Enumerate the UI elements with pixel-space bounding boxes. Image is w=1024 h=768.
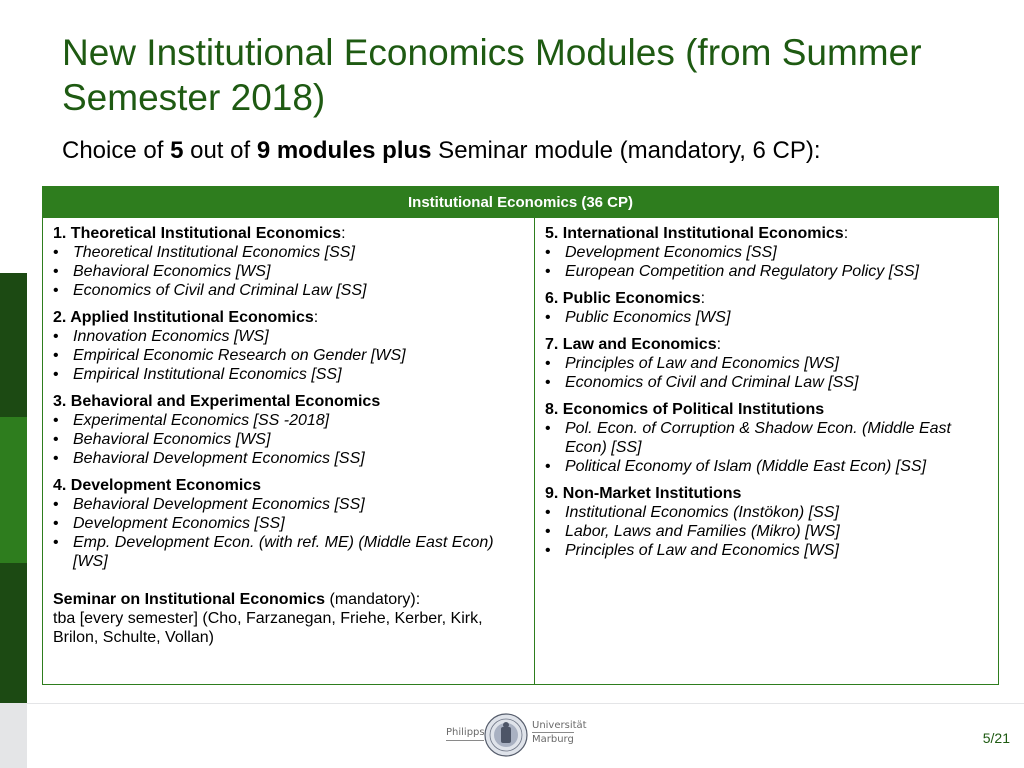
course-item: • Empirical Institutional Economics [SS] xyxy=(53,365,524,384)
module-block xyxy=(53,476,524,571)
module-title-suffix: : xyxy=(313,309,319,326)
subtitle-text: out of xyxy=(183,137,257,164)
side-bar-segment-2 xyxy=(0,417,27,563)
course-list xyxy=(545,419,988,476)
right-column xyxy=(535,218,998,684)
module-title-text: 6. Public Economics xyxy=(545,290,701,307)
module-title-suffix: : xyxy=(716,336,722,353)
module-block xyxy=(53,308,524,384)
course-item: • Theoretical Institutional Economics [SS] xyxy=(53,243,524,262)
slide-subtitle xyxy=(62,136,821,166)
module-title xyxy=(545,400,988,419)
left-column xyxy=(43,218,535,684)
course-item: • Pol. Econ. of Corruption & Shadow Econ. (Middle East Econ) [SS] xyxy=(545,419,988,457)
course-item: • Emp. Development Econ. (with ref. ME) (Middle East Econ) [WS] xyxy=(53,533,524,571)
course-list xyxy=(53,243,524,300)
course-list xyxy=(545,503,988,560)
course-item: • Economics of Civil and Criminal Law [SS] xyxy=(545,373,988,392)
side-bar-segment-1 xyxy=(0,273,27,417)
course-list xyxy=(545,354,988,392)
module-block xyxy=(545,289,988,327)
module-title xyxy=(545,335,988,354)
module-title xyxy=(545,289,988,308)
module-title xyxy=(53,308,524,327)
course-item: • Economics of Civil and Criminal Law [SS] xyxy=(53,281,524,300)
course-item: • Behavioral Economics [WS] xyxy=(53,430,524,449)
course-item: • Behavioral Economics [WS] xyxy=(53,262,524,281)
module-block xyxy=(545,400,988,476)
module-title-text: 9. Non-Market Institutions xyxy=(545,485,742,502)
course-item: • Behavioral Development Economics [SS] xyxy=(53,449,524,468)
course-item: • Empirical Economic Research on Gender [WS] xyxy=(53,346,524,365)
seminar-block xyxy=(53,590,524,647)
course-list xyxy=(545,308,988,327)
module-title-text: 8. Economics of Political Institutions xyxy=(545,401,825,418)
course-item: • European Competition and Regulatory Policy [SS] xyxy=(545,262,988,281)
module-title-text: 3. Behavioral and Experimental Economics xyxy=(53,393,381,410)
course-item: • Innovation Economics [WS] xyxy=(53,327,524,346)
course-item: • Public Economics [WS] xyxy=(545,308,988,327)
module-title xyxy=(545,224,988,243)
course-item: • Development Economics [SS] xyxy=(53,514,524,533)
course-item: • Development Economics [SS] xyxy=(545,243,988,262)
module-title-text: 5. International Institutional Economics xyxy=(545,225,844,242)
logo-text-right-bottom: Marburg xyxy=(532,734,574,745)
logo-rule-left xyxy=(446,740,484,741)
logo-rule-right xyxy=(532,732,574,733)
module-block xyxy=(53,224,524,300)
page-number: 5/21 xyxy=(982,730,1010,746)
course-item: • Experimental Economics [SS -2018] xyxy=(53,411,524,430)
module-title-text: 1. Theoretical Institutional Economics xyxy=(53,225,342,242)
seminar-text: tba [every semester] (Cho, Farzanegan, Friehe, Kerber, Kirk, Brilon, Schulte, Vollan) xyxy=(53,610,483,646)
module-block xyxy=(545,484,988,560)
module-title-suffix: : xyxy=(700,290,706,307)
module-block xyxy=(545,335,988,392)
modules-table xyxy=(42,186,999,685)
footer-divider xyxy=(27,703,1024,704)
course-item: • Political Economy of Islam (Middle East Econ) [SS] xyxy=(545,457,988,476)
course-list xyxy=(53,495,524,571)
subtitle-text: Choice of xyxy=(62,137,171,164)
module-title-text: 2. Applied Institutional Economics xyxy=(53,309,314,326)
module-title-text: 4. Development Economics xyxy=(53,477,262,494)
course-list xyxy=(545,243,988,281)
logo-text-right-top: Universität xyxy=(532,720,587,731)
side-bar-segment-4 xyxy=(0,703,27,768)
module-title-suffix: : xyxy=(843,225,849,242)
module-title xyxy=(53,224,524,243)
module-title xyxy=(53,392,524,411)
subtitle-bold: 9 modules plus xyxy=(256,137,432,164)
course-item: • Institutional Economics (Instökon) [SS] xyxy=(545,503,988,522)
module-title-suffix: : xyxy=(341,225,346,242)
course-item: • Principles of Law and Economics [WS] xyxy=(545,541,988,560)
university-logo xyxy=(446,710,587,760)
table-header: Institutional Economics (36 CP) xyxy=(43,187,998,218)
slide-title: New Institutional Economics Modules (from Summer Semester 2018) xyxy=(62,32,922,118)
module-title xyxy=(545,484,988,503)
course-item: • Behavioral Development Economics [SS] xyxy=(53,495,524,514)
module-title-text: 7. Law and Economics xyxy=(545,336,717,353)
university-seal-icon xyxy=(484,712,528,758)
course-list xyxy=(53,327,524,384)
seminar-note: (mandatory): xyxy=(325,591,421,608)
subtitle-number: 5 xyxy=(170,137,184,164)
module-block xyxy=(53,392,524,468)
module-title xyxy=(53,476,524,495)
course-item: • Principles of Law and Economics [WS] xyxy=(545,354,988,373)
logo-text-left: Philipps xyxy=(446,727,485,738)
course-list xyxy=(53,411,524,468)
seminar-title: Seminar on Institutional Economics xyxy=(53,591,326,608)
module-block xyxy=(545,224,988,281)
side-bar-segment-3 xyxy=(0,563,27,703)
course-item: • Labor, Laws and Families (Mikro) [WS] xyxy=(545,522,988,541)
subtitle-text: Seminar module (mandatory, 6 CP): xyxy=(431,137,821,164)
